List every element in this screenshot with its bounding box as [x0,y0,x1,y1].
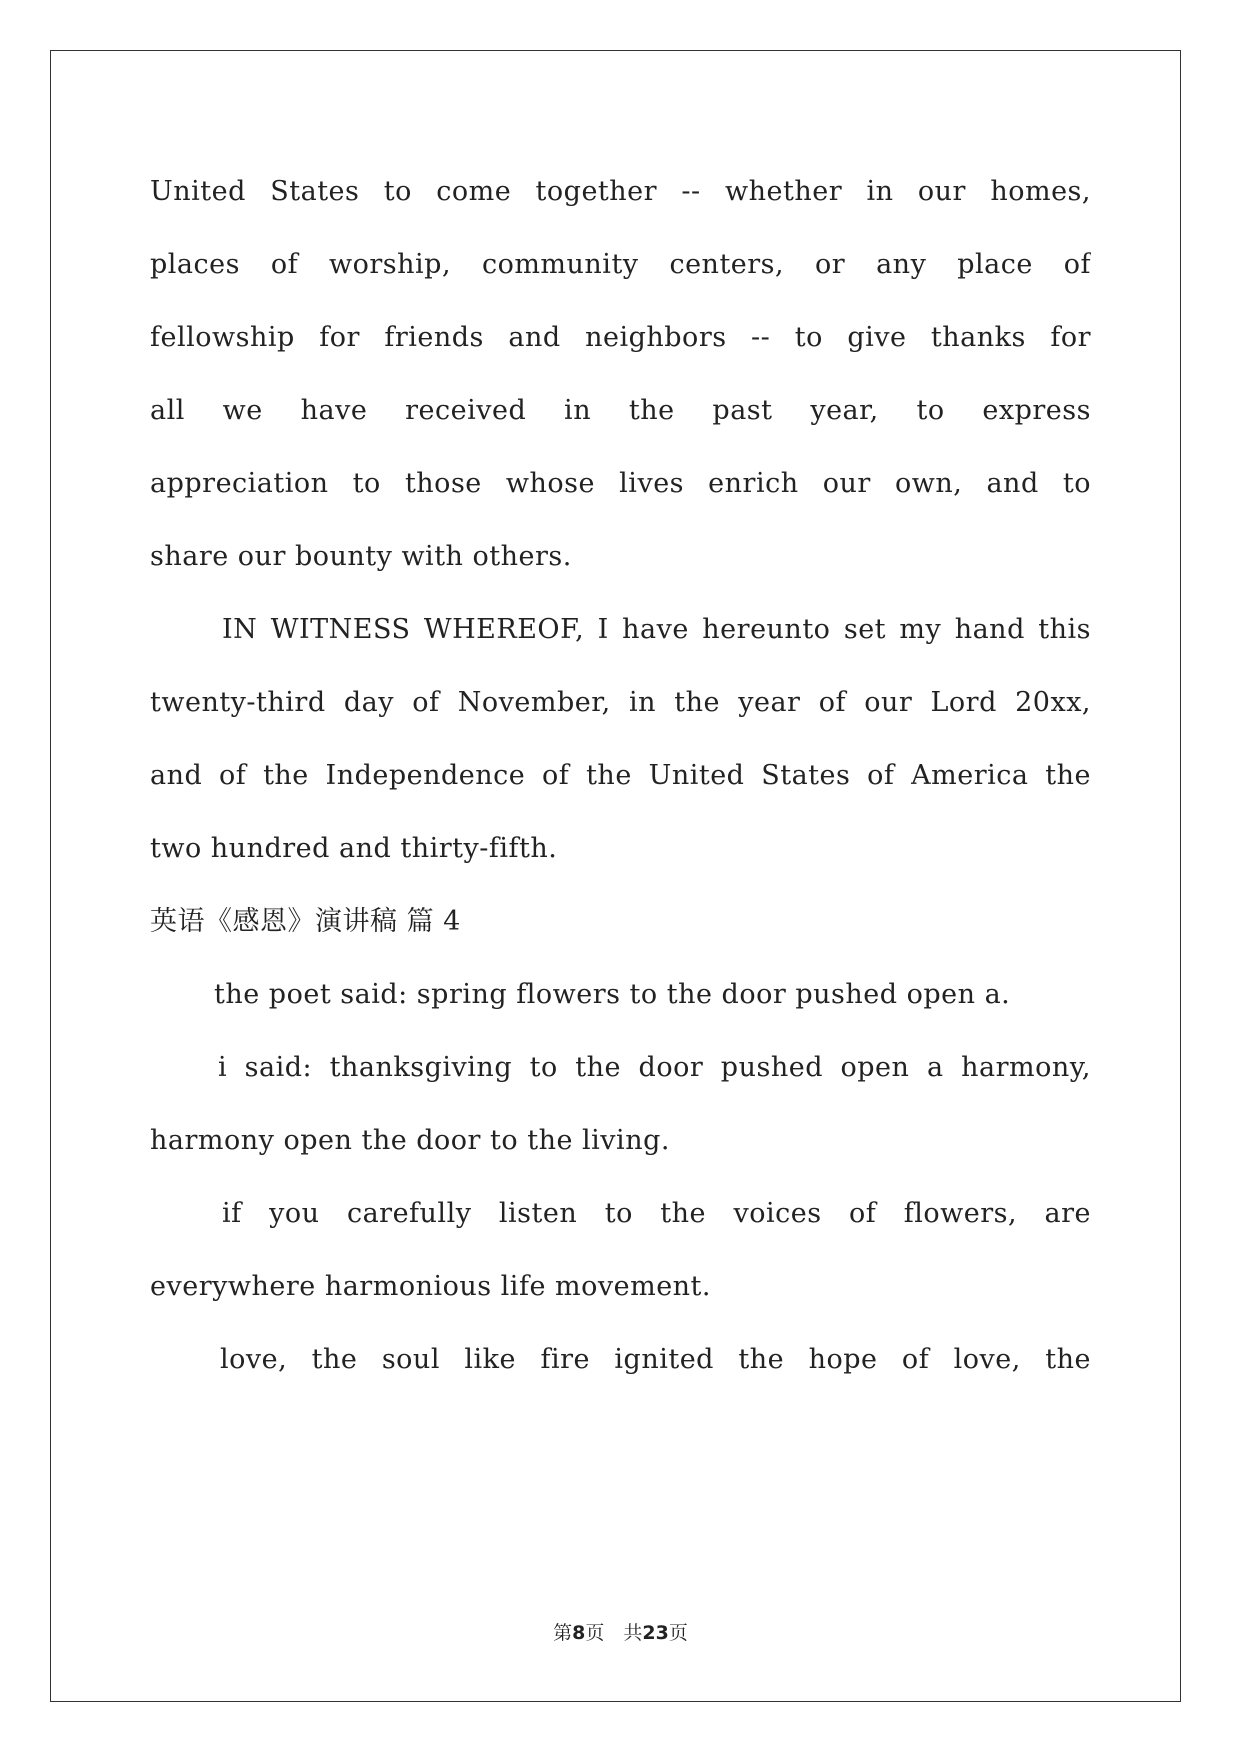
current-page-number: 8 [572,1622,586,1644]
text-line: harmony open the door to the living. [150,1125,670,1156]
text-line: places of worship, community centers, or any place of [150,249,1091,280]
text-line: fellowship for friends and neighbors -- to give thanks for [150,322,1091,353]
footer-prefix: 第 [553,1622,573,1644]
text-line: two hundred and thirty-fifth. [150,833,558,864]
text-line: all we have received in the past year, to express [150,395,1091,426]
text-line: United States to come together -- whether in our homes, [150,176,1091,207]
text-line: the poet said: spring flowers to the door pushed open a. [214,979,1011,1010]
text-line: everywhere harmonious life movement. [150,1271,711,1302]
text-line: share our bounty with others. [150,541,572,572]
text-line: and of the Independence of the United States of America the [150,760,1091,791]
page-border [50,50,1181,1702]
section-heading: 英语《感恩》演讲稿 篇 4 [150,906,461,937]
text-line: if you carefully listen to the voices of flowers, are [222,1198,1091,1229]
footer-suffix: 页 [668,1622,688,1644]
text-line: i said: thanksgiving to the door pushed open a harmony, [218,1052,1091,1083]
text-line: twenty-third day of November, in the year of our Lord 20xx, [150,687,1091,718]
footer-middle: 页 共 [585,1622,643,1644]
total-pages-number: 23 [642,1622,669,1644]
text-line: IN WITNESS WHEREOF, I have hereunto set my hand this [222,614,1091,645]
text-line: love, the soul like fire ignited the hope of love, the [220,1344,1091,1375]
page-footer [0,1618,1241,1645]
text-line: appreciation to those whose lives enrich our own, and to [150,468,1091,499]
